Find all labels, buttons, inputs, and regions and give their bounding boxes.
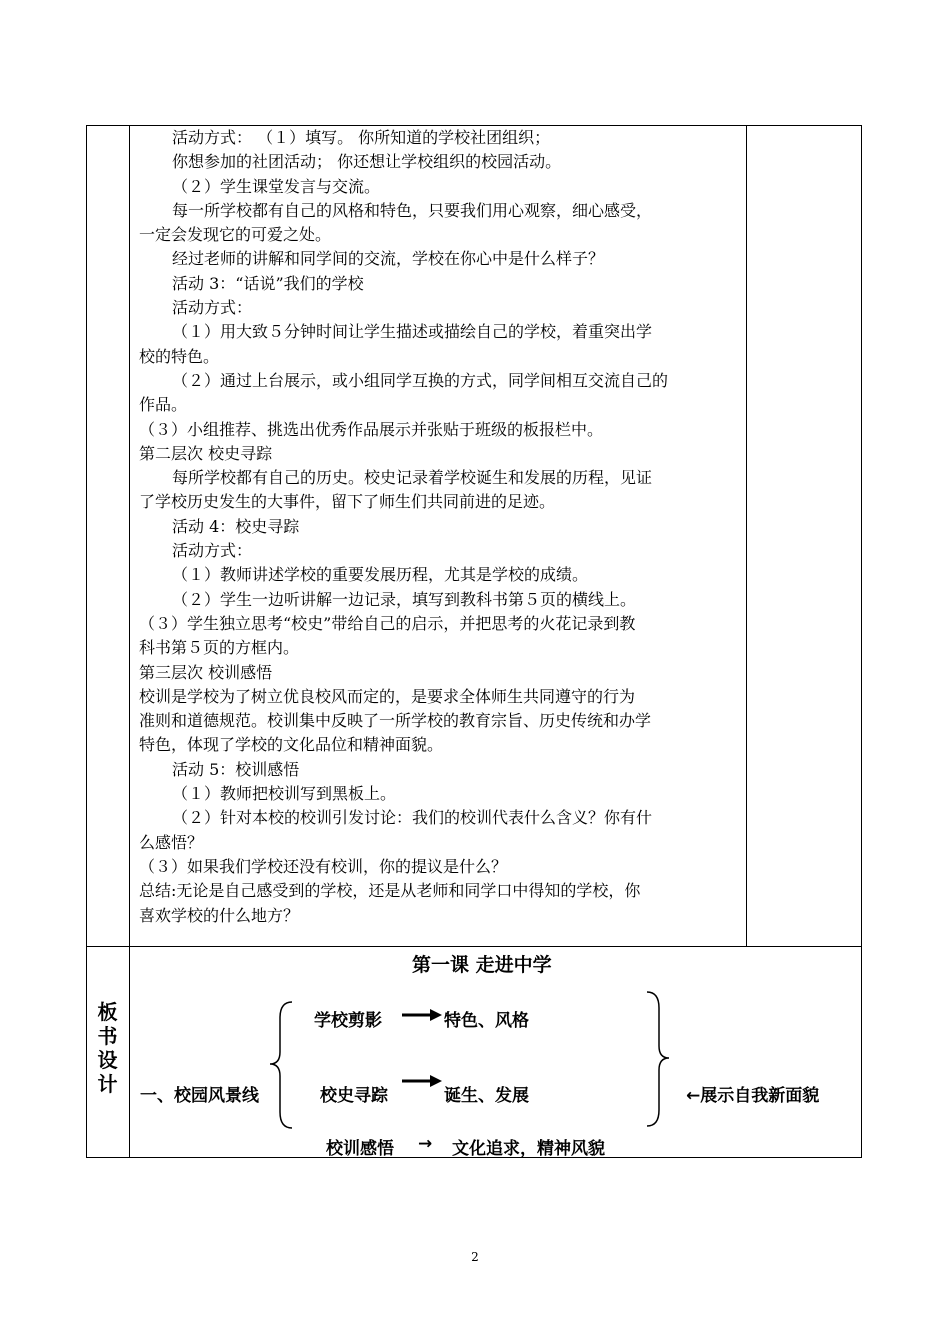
text-line: （１）教师讲述学校的重要发展历程，尤其是学校的成绩。: [172, 565, 589, 585]
table-cell-left-top: [86, 125, 130, 947]
text-line: 每一所学校都有自己的风格和特色，只要我们用心观察，细心感受，: [172, 200, 653, 220]
text-line: 活动 5：校训感悟: [172, 759, 300, 779]
text-line: （２）通过上台展示，或小组同学互换的方式，同学间相互交流自己的: [172, 370, 669, 390]
text-line: 活动方式： （１）填写。 你所知道的学校社团组织；: [172, 128, 551, 147]
board-design-label: [86, 1000, 129, 1096]
text-line: 活动 3：“话说”我们的学校: [172, 273, 364, 293]
text-line: 你想参加的社团活动； 你还想让学校组织的校园活动。: [172, 152, 562, 172]
text-line: （２）学生课堂发言与交流。: [172, 176, 381, 196]
text-line: 特色，体现了学校的文化品位和精神面貌。: [139, 735, 444, 755]
right-brace-icon: [643, 990, 671, 1128]
text-line: （２）学生一边听讲解一边记录，填写到教科书第５页的横线上。: [172, 589, 637, 609]
text-line: 第三层次 校训感悟: [139, 662, 273, 682]
text-line: 了学校历史发生的大事件，留下了师生们共同前进的足迹。: [139, 492, 556, 512]
label-char: 书: [97, 1024, 118, 1048]
arrow-right-icon: [402, 1074, 442, 1088]
text-line: （２）针对本校的校训引发讨论：我们的校训代表什么含义？你有什: [172, 808, 653, 828]
table-cell-board-design: [129, 946, 862, 1158]
left-brace-icon: [268, 1000, 296, 1130]
text-line: 活动方式：: [172, 298, 253, 318]
text-line: 一定会发现它的可爱之处。: [139, 225, 332, 245]
text-line: 活动方式：: [172, 541, 253, 561]
text-line: 经过老师的讲解和同学间的交流，学校在你心中是什么样子？: [172, 249, 605, 269]
text-line: 校训是学校为了树立优良校风而定的，是要求全体师生共同遵守的行为: [139, 686, 636, 706]
board-title: 第一课 走进中学: [412, 954, 552, 976]
board-bottom-left: 校训感悟: [326, 1139, 394, 1159]
board-bottom-arrow: →: [418, 1134, 433, 1154]
text-line: 么感悟？: [139, 832, 204, 852]
lesson-text: [139, 126, 745, 928]
board-left-item: 一、校园风景线: [140, 1086, 259, 1106]
text-line: （３）小组推荐、挑选出优秀作品展示并张贴于班级的板报栏中。: [139, 419, 604, 439]
arrow-right-icon: [402, 1008, 442, 1022]
text-line: 每所学校都有自己的历史。校史记录着学校诞生和发展的历程，见证: [172, 468, 653, 488]
board-row1-left: 学校剪影: [314, 1011, 382, 1031]
text-line: （１）用大致５分钟时间让学生描述或描绘自己的学校，着重突出学: [172, 322, 653, 342]
table-cell-right-top: [746, 125, 862, 947]
text-line: 总结:无论是自己感受到的学校，还是从老师和同学口中得知的学校，你: [139, 881, 641, 901]
text-line: （１）教师把校训写到黑板上。: [172, 784, 397, 804]
label-char: 计: [97, 1072, 118, 1096]
label-char: 设: [97, 1048, 118, 1072]
board-row2-left: 校史寻踪: [320, 1086, 388, 1106]
text-line: （３）如果我们学校还没有校训，你的提议是什么？: [139, 856, 508, 876]
text-line: 作品。: [139, 395, 188, 415]
text-line: 科书第５页的方框内。: [139, 638, 300, 658]
board-row2-right: 诞生、发展: [444, 1086, 529, 1106]
text-line: （３）学生独立思考“校史”带给自己的启示，并把思考的火花记录到教: [139, 613, 636, 633]
text-line: 校的特色。: [139, 346, 220, 366]
label-char: 板: [97, 1000, 118, 1024]
board-right-item: ←展示自我新面貌: [686, 1086, 820, 1106]
board-row1-right: 特色、风格: [444, 1011, 529, 1031]
text-line: 活动 4：校史寻踪: [172, 516, 300, 536]
text-line: 第二层次 校史寻踪: [139, 443, 273, 463]
board-bottom-right: 文化追求，精神风貌: [452, 1139, 605, 1159]
text-line: 准则和道德规范。校训集中反映了一所学校的教育宗旨、历史传统和办学: [139, 711, 652, 731]
page-number: 2: [471, 1250, 479, 1264]
text-line: 喜欢学校的什么地方？: [139, 905, 300, 925]
